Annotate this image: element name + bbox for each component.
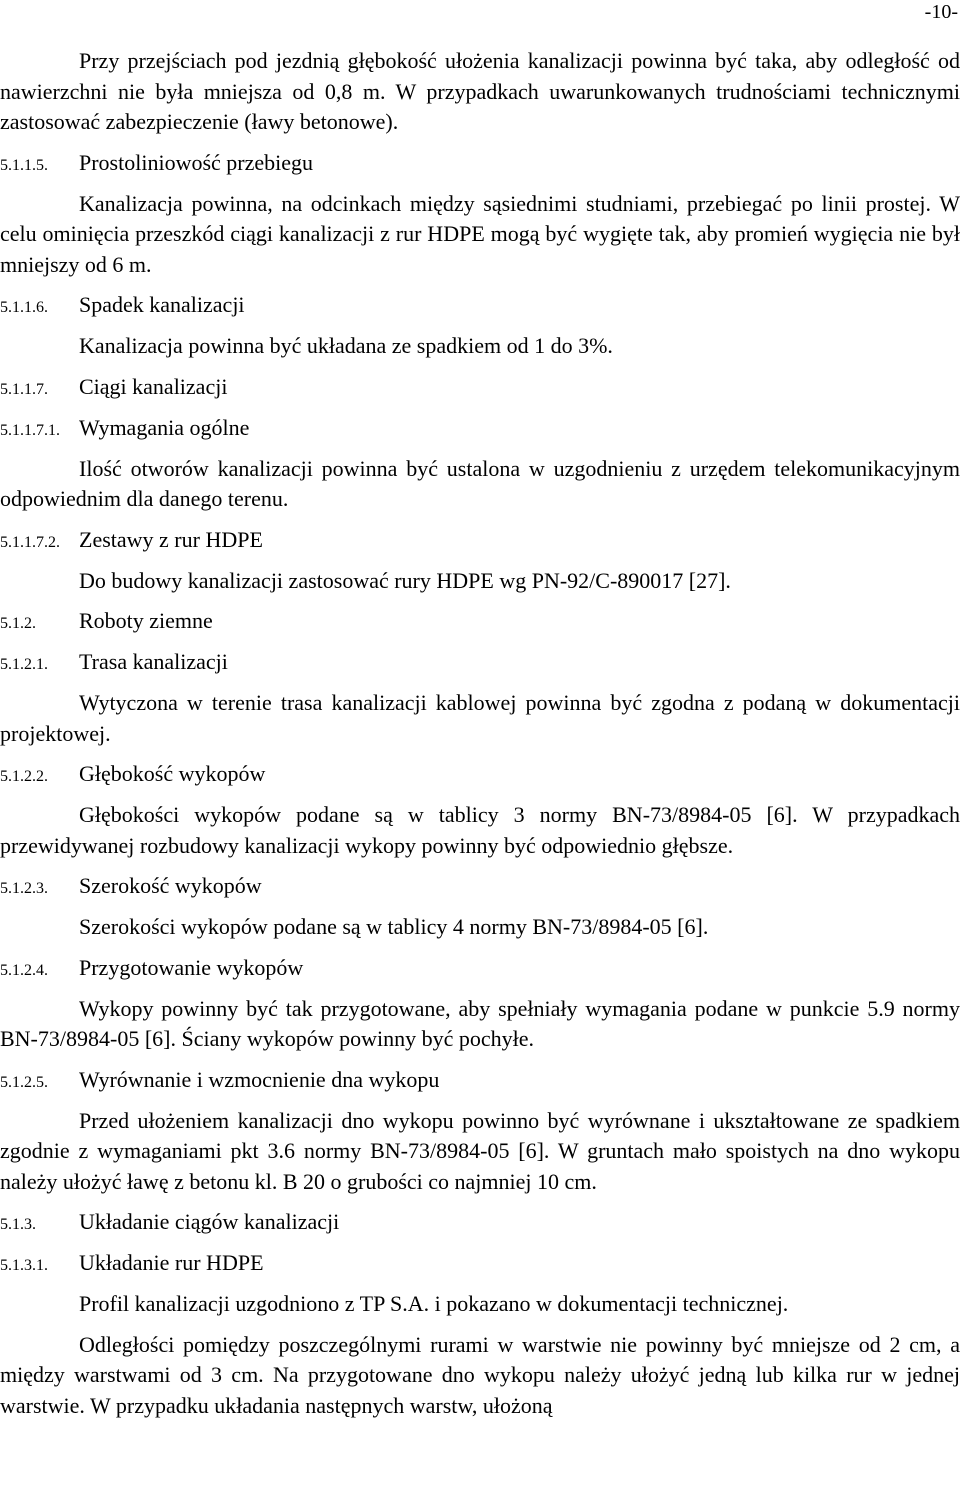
section-number: 5.1.2.2.: [0, 768, 48, 785]
paragraph: Głębokości wykopów podane są w tablicy 3 normy BN-73/8984-05 [6]. W przypadkach przewidywanej rozbudowy kanalizacji wykopy powinny być odpowiednio głębsze.: [0, 802, 960, 858]
section-heading: [0, 525, 960, 555]
section-title: Przygotowanie wykopów: [79, 954, 304, 980]
section-heading: [0, 1207, 960, 1237]
section-number: 5.1.1.7.2.: [0, 533, 60, 551]
section-number: 5.1.2.4.: [0, 961, 48, 979]
paragraph: Przy przejściach pod jezdnią głębokość ułożenia kanalizacji powinna być taka, aby odległość od nawierzchni nie była mniejsza od 0,8 m. W przypadkach uwarunkowanych trudnościami technicznymi zastosować zabezpieczenie (ławy betonowe).: [0, 48, 960, 134]
section-number: 5.1.3.1.: [0, 1257, 48, 1274]
section-heading: [0, 647, 960, 677]
section-heading: [0, 871, 960, 901]
paragraph: Kanalizacja powinna, na odcinkach między sąsiednimi studniami, przebiegać po linii prostej. W celu ominięcia przeszkód ciągi kanalizacji z rur HDPE mogą być wygięte tak, aby promień wygięcia nie był mniejszy od 6 m.: [0, 190, 960, 277]
section-number: 5.1.2.3.: [0, 880, 48, 897]
section-title: Roboty ziemne: [79, 608, 213, 633]
section-number: 5.1.2.1.: [0, 656, 48, 673]
paragraph: Kanalizacja powinna być układana ze spadkiem od 1 do 3%.: [79, 333, 613, 358]
section-number: 5.1.1.5.: [0, 156, 48, 174]
paragraph: Szerokości wykopów podane są w tablicy 4 normy BN-73/8984-05 [6].: [79, 914, 709, 939]
section-heading: [0, 606, 960, 636]
paragraph: Wytyczona w terenie trasa kanalizacji kablowej powinna być zgodna z podaną w dokumentacji projektowej.: [0, 690, 960, 746]
paragraph: Ilość otworów kanalizacji powinna być ustalona w uzgodnieniu z urzędem telekomunikacyjnym odpowiednim dla danego terenu.: [0, 455, 960, 511]
section-heading: [0, 1065, 960, 1095]
section-title: Zestawy z rur HDPE: [79, 526, 263, 552]
paragraph: Profil kanalizacji uzgodniono z TP S.A. i pokazano w dokumentacji technicznej.: [79, 1291, 789, 1316]
section-heading: [0, 148, 960, 178]
section-heading: [0, 290, 960, 320]
section-title: Spadek kanalizacji: [79, 292, 245, 317]
section-number: 5.1.3.: [0, 1216, 36, 1233]
paragraph: Przed ułożeniem kanalizacji dno wykopu powinno być wyrównane i ukształtowane ze spadkiem zgodnie z wymaganiami pkt 3.6 normy BN-73/8984-05 [6]. W gruntach mało spoistych na dno wykopu należy ułożyć ławę z betonu kl. B 20 o grubości co najmniej 10 cm.: [0, 1107, 960, 1194]
section-title: Ciągi kanalizacji: [79, 373, 228, 399]
section-title: Układanie ciągów kanalizacji: [79, 1209, 340, 1234]
page-number: -10-: [924, 1, 958, 23]
section-title: Szerokość wykopów: [79, 873, 262, 898]
paragraph: Wykopy powinny być tak przygotowane, aby spełniały wymagania podane w punkcie 5.9 normy BN-73/8984-05 [6]. Ściany wykopów powinny być pochyłe.: [0, 995, 960, 1051]
section-title: Wymagania ogólne: [79, 414, 250, 440]
section-title: Wyrównanie i wzmocnienie dna wykopu: [79, 1066, 440, 1092]
section-heading: [0, 759, 960, 789]
document-body: [0, 46, 960, 1431]
section-heading: [0, 953, 960, 983]
section-number: 5.1.2.5.: [0, 1073, 48, 1091]
section-heading: [0, 413, 960, 443]
section-title: Układanie rur HDPE: [79, 1250, 264, 1275]
section-heading: [0, 1248, 960, 1278]
section-number: 5.1.2.: [0, 615, 36, 632]
section-title: Prostoliniowość przebiegu: [79, 149, 314, 175]
section-number: 5.1.1.6.: [0, 299, 48, 316]
section-number: 5.1.1.7.: [0, 380, 48, 398]
paragraph: Odległości pomiędzy poszczególnymi rurami w warstwie nie powinny być mniejsze od 2 cm, a między warstwami od 3 cm. Na przygotowane dno wykopu należy ułożyć jedną lub kilka rur w jednej warstwie. W przypadku układania następnych warstw, ułożoną: [0, 1331, 960, 1418]
section-number: 5.1.1.7.1.: [0, 421, 60, 439]
section-title: Głębokość wykopów: [79, 761, 266, 786]
section-title: Trasa kanalizacji: [79, 649, 228, 674]
paragraph: Do budowy kanalizacji zastosować rury HDPE wg PN-92/C-890017 [27].: [79, 567, 731, 593]
section-heading: [0, 372, 960, 402]
